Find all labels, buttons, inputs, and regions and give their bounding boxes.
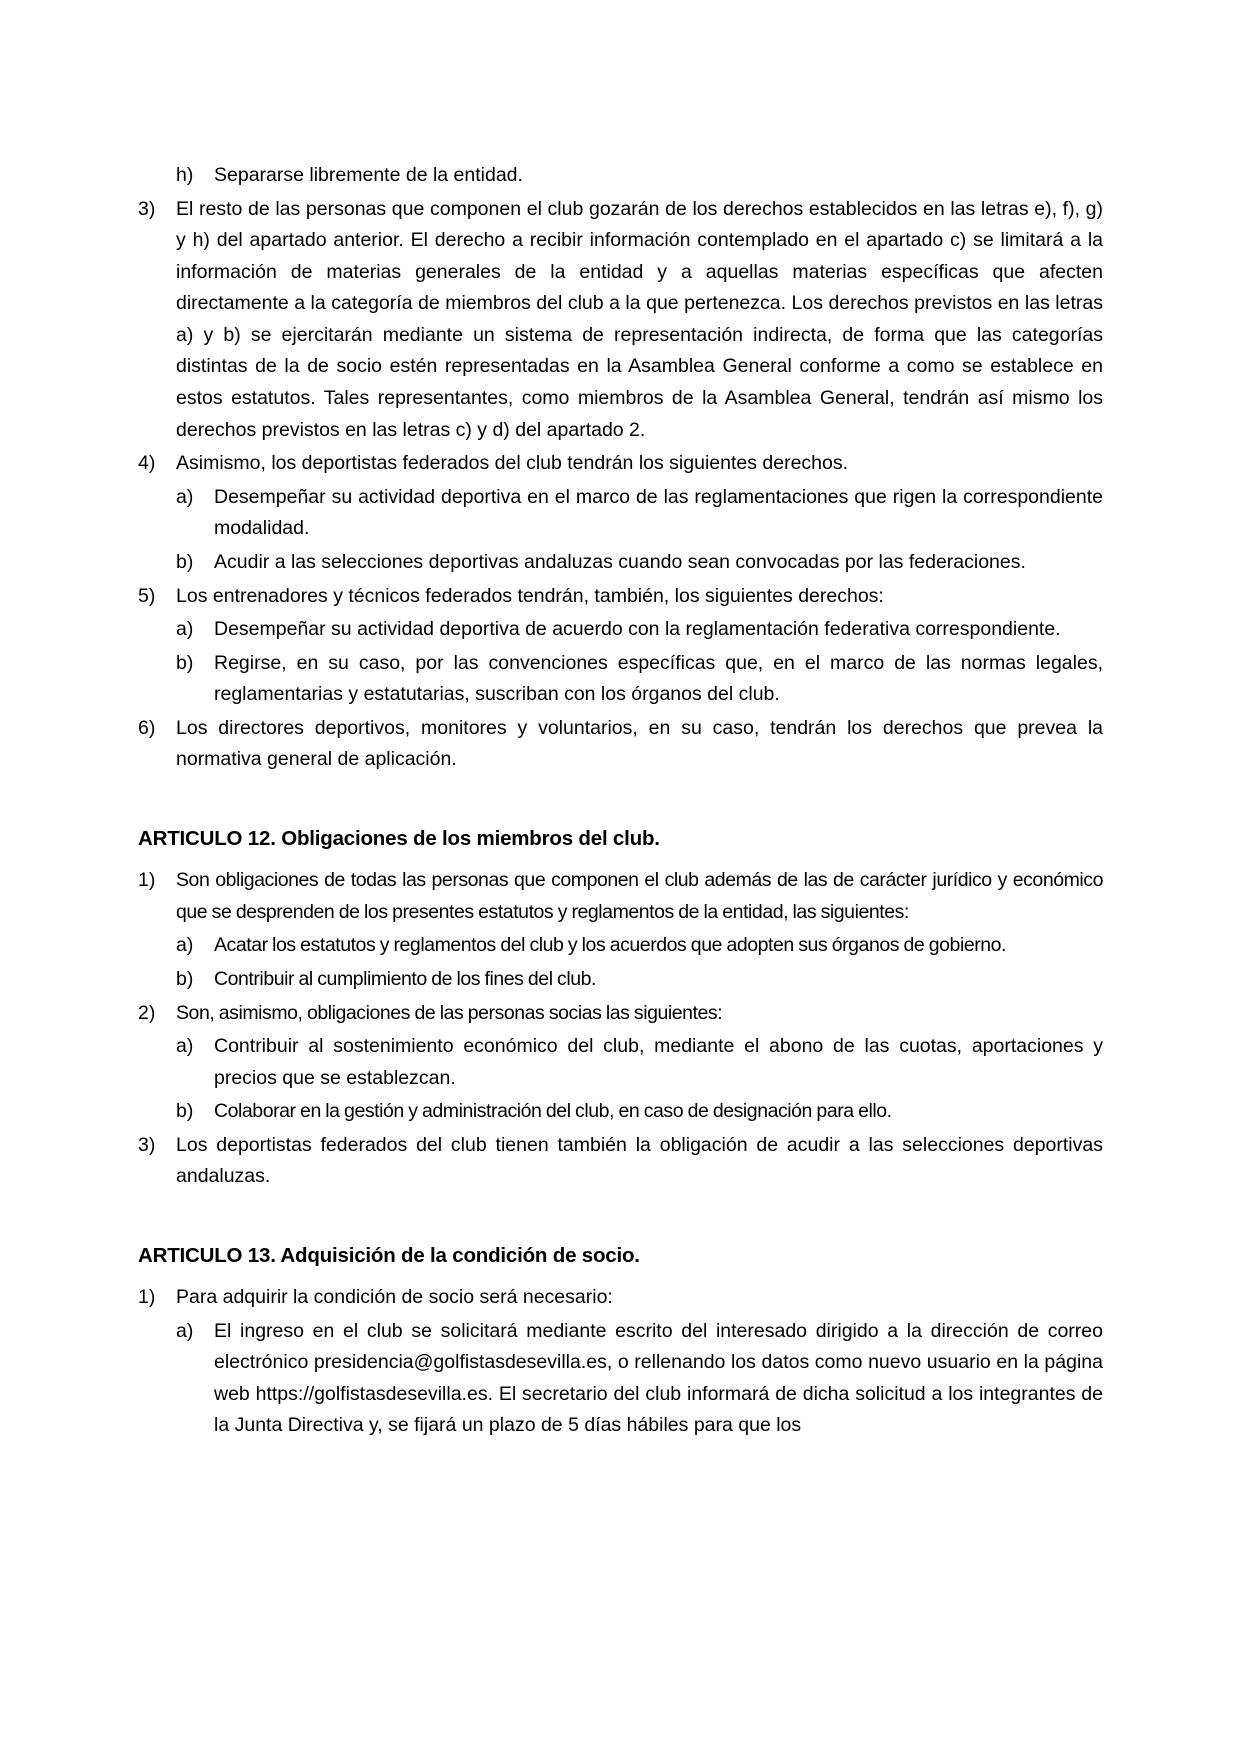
list-item [138,482,1103,545]
list-item [138,930,1103,962]
list-text: Desempeñar su actividad deportiva de acuerdo con la reglamentación federativa correspondiente. [214,618,1061,641]
list-marker: a) [176,1319,194,1342]
list-marker: 1) [138,869,156,892]
article-heading: ARTICULO 12. Obligaciones de los miembros del club. [138,826,660,850]
list-item [138,160,1103,192]
list-item [138,448,1103,480]
list-marker: 2) [138,1001,156,1024]
article-12 [138,822,1103,1193]
list-marker: 4) [138,452,156,475]
list-text: El ingreso en el club se solicitará mediante escrito del interesado dirigido a la dirección de correo electrónico presidencia@golfistasdesevilla.es, o rellenando los datos como nuevo usuario en la página web https://golfistasdesevilla.es. El secretario del club informará de dicha solicitud a los integrantes de la Junta Directiva y, se fijará un plazo de 5 días hábiles para que los [214,1319,1103,1437]
list-marker: b) [176,1100,194,1123]
list-text: Regirse, en su caso, por las convenciones específicas que, en el marco de las normas legales, reglamentarias y estatutarias, suscriban con los órganos del club. [214,651,1103,706]
list-item [138,614,1103,646]
list-marker: 3) [138,1133,156,1156]
list-marker: 3) [138,197,156,220]
list-text: Acatar los estatutos y reglamentos del club y los acuerdos que adopten sus órganos de gobierno. [214,934,1007,957]
list-item [138,1031,1103,1094]
list-item [138,1316,1103,1442]
list-marker: a) [176,1035,194,1058]
intro-list [138,160,1103,776]
list-text: Acudir a las selecciones deportivas andaluzas cuando sean convocadas por las federaciones. [214,550,1026,573]
document-body [138,160,1103,1442]
list-item [138,547,1103,579]
list-marker: b) [176,651,194,674]
list-marker: a) [176,485,194,508]
list-item [138,1096,1103,1128]
list-marker: 5) [138,584,156,607]
list-text: Colaborar en la gestión y administración del club, en caso de designación para ello. [214,1100,892,1123]
list-item [138,865,1103,928]
list-text: Los directores deportivos, monitores y voluntarios, en su caso, tendrán los derechos que prevea la normativa general de aplicación. [176,716,1103,771]
list-text: Contribuir al cumplimiento de los fines del club. [214,967,596,990]
list-item [138,648,1103,711]
list-text: Son obligaciones de todas las personas que componen el club además de las de carácter jurídico y económico que se desprenden de los presentes estatutos y reglamentos de la entidad, las siguientes: [176,869,1103,923]
list-text: Los entrenadores y técnicos federados tendrán, también, los siguientes derechos: [176,584,884,607]
list-marker: b) [176,550,194,573]
list-text: Asimismo, los deportistas federados del club tendrán los siguientes derechos. [176,452,849,475]
list-marker: 1) [138,1286,156,1309]
list-text: Para adquirir la condición de socio será necesario: [176,1286,613,1309]
list-item [138,964,1103,996]
list-marker: a) [176,618,194,641]
list-text: Los deportistas federados del club tienen también la obligación de acudir a las selecciones deportivas andaluzas. [176,1133,1103,1188]
list-item [138,194,1103,447]
list-item [138,1282,1103,1314]
list-text: Desempeñar su actividad deportiva en el marco de las reglamentaciones que rigen la correspondiente modalidad. [214,485,1103,540]
list-item [138,581,1103,613]
list-item [138,1130,1103,1193]
list-text: Son, asimismo, obligaciones de las personas socias las siguientes: [176,1001,723,1024]
article-13 [138,1239,1103,1442]
list-item [138,998,1103,1030]
list-text: Separarse libremente de la entidad. [214,164,523,186]
list-marker: a) [176,934,194,957]
list-marker: b) [176,967,194,990]
list-text: El resto de las personas que componen el club gozarán de los derechos establecidos en las letras e), f), g) y h) del apartado anterior. El derecho a recibir información contemplado en el apartado c) se limitará a la información de materias generales de la entidad y a aquellas materias específicas que afecten directamente a la categoría de miembros del club a la que pertenezca. Los derechos previstos en las letras a) y b) se ejercitarán mediante un sistema de representación indirecta, de forma que las categorías distintas de la de socio estén representadas en la Asamblea General conforme a como se establece en estos estatutos. Tales representantes, como miembros de la Asamblea General, tendrán así mismo los derechos previstos en las letras c) y d) del apartado 2. [176,197,1103,441]
list-marker: h) [176,164,194,186]
article-heading: ARTICULO 13. Adquisición de la condición de socio. [138,1243,640,1267]
list-marker: 6) [138,716,156,739]
list-item [138,713,1103,776]
list-text: Contribuir al sostenimiento económico del club, mediante el abono de las cuotas, aportaciones y precios que se establezcan. [214,1035,1103,1089]
